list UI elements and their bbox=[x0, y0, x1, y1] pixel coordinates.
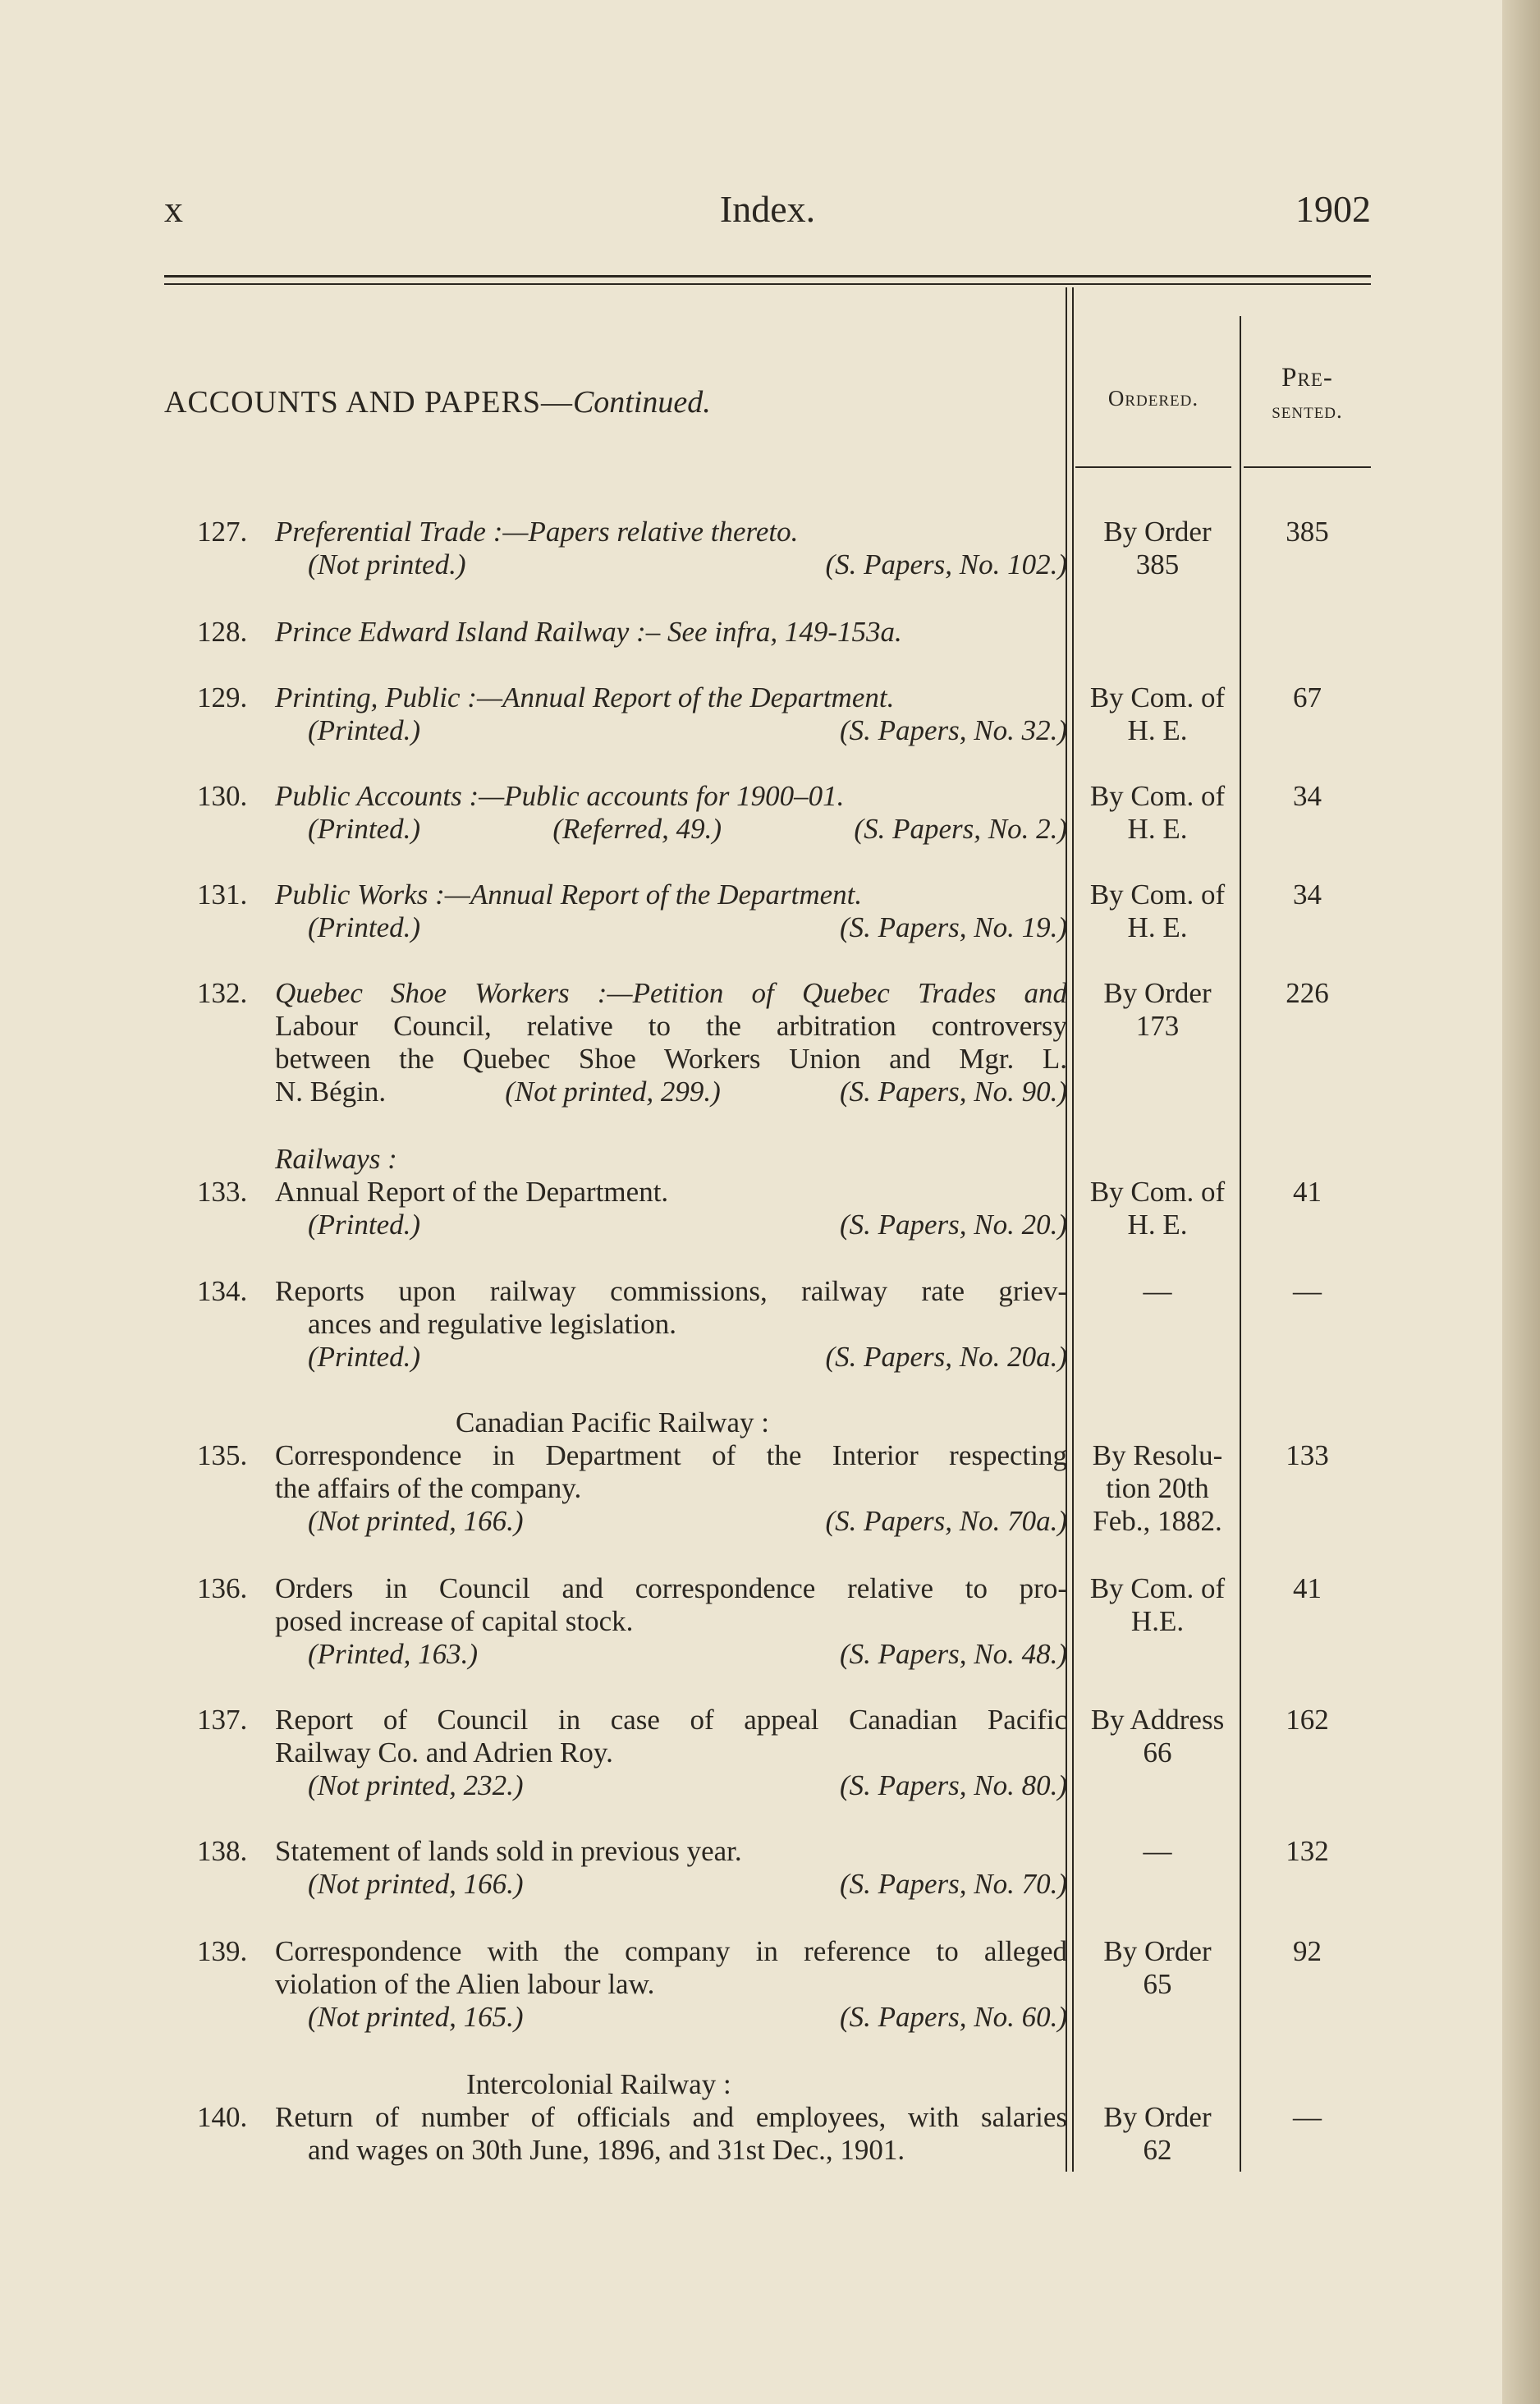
entry-ordered: By Com. of H. E. bbox=[1089, 1176, 1226, 1241]
entry-text: Prince Edward Island Railway :– See infra, 149-153a. bbox=[275, 616, 902, 648]
column-divider-right bbox=[1240, 316, 1241, 2172]
column-divider-left-inner bbox=[1072, 287, 1074, 2172]
entry-status: (Printed, 163.) bbox=[308, 1638, 479, 1670]
entry-number: 137. bbox=[197, 1704, 248, 1736]
entry-paper-ref: (S. Papers, No. 20a.) bbox=[825, 1341, 1067, 1373]
entry-presented: 34 bbox=[1293, 879, 1322, 911]
header-rule-top bbox=[164, 275, 1371, 278]
entry-paper-ref: (S. Papers, No. 19.) bbox=[839, 911, 1067, 943]
entry-text: Orders in Council and correspondence relative to pro- posed increase of capital stock. (Printed, 163.) (S. Papers, No. 48.) bbox=[275, 1572, 1067, 1670]
entry-text: Return of number of officials and employees, with salaries and wages on 30th June, 1896, and 31st Dec., 1901. bbox=[275, 2101, 1067, 2166]
entry-presented: 34 bbox=[1293, 780, 1322, 812]
entry-paper-ref: (S. Papers, No. 60.) bbox=[839, 2001, 1067, 2033]
entry-status: (Printed.) bbox=[308, 714, 421, 746]
entry-ordered: By Order 385 bbox=[1103, 516, 1212, 580]
entry-text: Public Works :—Annual Report of the Department. (Printed.) (S. Papers, No. 19.) bbox=[275, 879, 1067, 943]
page-title: Index. bbox=[719, 188, 816, 230]
column-header-presented: Pre- sented. bbox=[1272, 363, 1343, 423]
entry-number: 138. bbox=[197, 1835, 248, 1867]
section-title: ACCOUNTS AND PAPERS—Continued. bbox=[164, 385, 711, 420]
entry-number: 134. bbox=[197, 1275, 248, 1307]
entry-text: Annual Report of the Department. (Printed.) (S. Papers, No. 20.) bbox=[275, 1176, 1067, 1241]
entry-text: Public Accounts :—Public accounts for 1900–01. (Printed.) (Referred, 49.) (S. Papers, No. 2.) bbox=[275, 780, 1067, 845]
entry-paper-ref: (S. Papers, No. 48.) bbox=[839, 1638, 1067, 1670]
entry-number: 127. bbox=[197, 516, 248, 548]
page-year: 1902 bbox=[1295, 188, 1371, 230]
entry-ordered: By Order 62 bbox=[1103, 2101, 1212, 2166]
entry-ordered: By Resolu- tion 20th Feb., 1882. bbox=[1092, 1439, 1223, 1537]
entry-text: Quebec Shoe Workers :—Petition of Quebec Trades and Labour Council, relative to the arbitration controversy between the Quebec Shoe Workers Union and Mgr. L. N. Bégin. (Not printed, 299.) (S. Papers, No. 90.) bbox=[275, 977, 1067, 1108]
entry-paper-ref: (S. Papers, No. 90.) bbox=[839, 1076, 1067, 1108]
entry-ordered: By Com. of H.E. bbox=[1089, 1572, 1226, 1637]
page-edge-shadow bbox=[1502, 0, 1540, 2404]
entry-status: (Printed.) bbox=[308, 813, 421, 845]
entry-status-referred: (Referred, 49.) bbox=[552, 813, 722, 845]
column-header-ordered: Ordered. bbox=[1107, 386, 1199, 411]
entry-status: (Printed.) bbox=[308, 911, 421, 943]
entry-paper-ref: (S. Papers, No. 20.) bbox=[839, 1209, 1067, 1241]
entry-ordered: By Com. of H. E. bbox=[1089, 879, 1226, 943]
page-header bbox=[164, 187, 1371, 245]
column-header-rule-presented bbox=[1244, 466, 1371, 468]
entry-text: Correspondence in Department of the Interior respecting the affairs of the company. (Not printed, 166.) (S. Papers, No. 70a.) bbox=[275, 1439, 1067, 1537]
entry-ordered: — bbox=[1143, 1835, 1172, 1867]
entry-status: (Not printed.) bbox=[308, 548, 466, 580]
entry-status: (Not printed, 232.) bbox=[308, 1769, 524, 1801]
entry-presented: — bbox=[1293, 1275, 1322, 1307]
entry-number: 135. bbox=[197, 1439, 248, 1471]
entry-status: (Printed.) bbox=[308, 1209, 421, 1241]
entry-number: 131. bbox=[197, 879, 248, 911]
subheading-intercolonial: Intercolonial Railway : bbox=[466, 2068, 731, 2100]
entry-presented: — bbox=[1293, 2101, 1322, 2133]
entry-text: Correspondence with the company in reference to alleged violation of the Alien labour law. (Not printed, 165.) (S. Papers, No. 60.) bbox=[275, 1935, 1067, 2033]
entry-paper-ref: (S. Papers, No. 102.) bbox=[825, 548, 1067, 580]
entry-paper-ref: (S. Papers, No. 80.) bbox=[839, 1769, 1067, 1801]
entry-text: Reports upon railway commissions, railway rate griev- ances and regulative legislation. (Printed.) (S. Papers, No. 20a.) bbox=[275, 1275, 1067, 1373]
entry-ordered: By Com. of H. E. bbox=[1089, 780, 1226, 845]
entry-presented: 132 bbox=[1286, 1835, 1329, 1867]
entry-presented: 162 bbox=[1286, 1704, 1329, 1736]
entry-status: (Printed.) bbox=[308, 1341, 421, 1373]
entry-text: Statement of lands sold in previous year. (Not printed, 166.) (S. Papers, No. 70.) bbox=[275, 1835, 1067, 1900]
entry-presented: 92 bbox=[1293, 1935, 1322, 1967]
entry-text: Preferential Trade :—Papers relative thereto. (Not printed.) (S. Papers, No. 102.) bbox=[275, 516, 1067, 580]
entry-paper-ref: (S. Papers, No. 2.) bbox=[854, 813, 1067, 845]
entry-status: (Not printed, 299.) bbox=[505, 1076, 721, 1108]
entry-number: 136. bbox=[197, 1572, 248, 1604]
entry-presented: 133 bbox=[1286, 1439, 1329, 1471]
entry-paper-ref: (S. Papers, No. 32.) bbox=[839, 714, 1067, 746]
entry-number: 139. bbox=[197, 1935, 248, 1967]
entry-presented: 41 bbox=[1293, 1176, 1322, 1208]
entry-number: 140. bbox=[197, 2101, 248, 2133]
column-header-rule-ordered bbox=[1075, 466, 1231, 468]
entry-number: 133. bbox=[197, 1176, 248, 1208]
entry-number: 132. bbox=[197, 977, 248, 1009]
entry-number: 130. bbox=[197, 780, 248, 812]
entry-status: (Not printed, 166.) bbox=[308, 1505, 524, 1537]
header-rule-bottom bbox=[164, 283, 1371, 285]
entry-presented: 226 bbox=[1286, 977, 1329, 1009]
entry-ordered: By Order 65 bbox=[1103, 1935, 1212, 2000]
entry-text: Printing, Public :—Annual Report of the Department. (Printed.) (S. Papers, No. 32.) bbox=[275, 681, 1067, 746]
entry-ordered: By Com. of H. E. bbox=[1089, 681, 1226, 746]
entry-presented: 41 bbox=[1293, 1572, 1322, 1604]
entry-presented: 67 bbox=[1293, 681, 1322, 713]
entry-number: 128. bbox=[197, 616, 248, 648]
page-number-roman: x bbox=[164, 188, 183, 230]
entry-number: 129. bbox=[197, 681, 248, 713]
entry-ordered: By Address 66 bbox=[1090, 1704, 1225, 1769]
entry-paper-ref: (S. Papers, No. 70a.) bbox=[825, 1505, 1067, 1537]
entry-status: (Not printed, 165.) bbox=[308, 2001, 524, 2033]
entry-presented: 385 bbox=[1286, 516, 1329, 548]
entry-ordered: — bbox=[1143, 1275, 1172, 1307]
entry-ordered: By Order 173 bbox=[1103, 977, 1212, 1042]
subheading-canadian-pacific: Canadian Pacific Railway : bbox=[456, 1406, 769, 1438]
entry-paper-ref: (S. Papers, No. 70.) bbox=[839, 1868, 1067, 1900]
entry-text: Report of Council in case of appeal Canadian Pacific Railway Co. and Adrien Roy. (Not printed, 232.) (S. Papers, No. 80.) bbox=[275, 1704, 1067, 1801]
subheading-railways: Railways : bbox=[275, 1143, 397, 1175]
entry-status: (Not printed, 166.) bbox=[308, 1868, 524, 1900]
